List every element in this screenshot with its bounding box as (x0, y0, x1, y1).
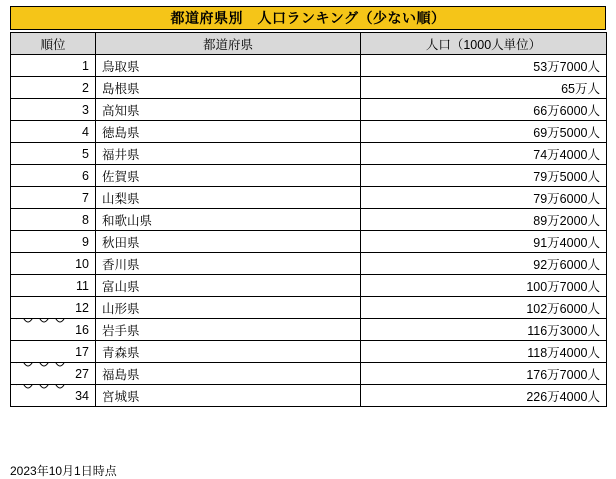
cell-rank: 4 (11, 121, 96, 143)
cell-prefecture: 佐賀県 (96, 165, 361, 187)
omitted-rows-squiggle-icon (15, 363, 71, 371)
cell-prefecture: 福島県 (96, 363, 361, 385)
cell-prefecture: 福井県 (96, 143, 361, 165)
table-row (11, 253, 607, 275)
cell-rank: 8 (11, 209, 96, 231)
cell-rank: 6 (11, 165, 96, 187)
table-row (11, 319, 607, 341)
omitted-rows-squiggle-icon (15, 385, 71, 393)
cell-rank: 5 (11, 143, 96, 165)
column-header-population: 人口（1000人単位） (361, 33, 607, 55)
cell-population: 79万5000人 (361, 165, 607, 187)
cell-prefecture: 島根県 (96, 77, 361, 99)
footnote: 2023年10月1日時点 (10, 464, 117, 478)
table-row (11, 55, 607, 77)
table-row (11, 165, 607, 187)
cell-prefecture: 秋田県 (96, 231, 361, 253)
cell-population: 69万5000人 (361, 121, 607, 143)
cell-prefecture: 山形県 (96, 297, 361, 319)
cell-population: 226万4000人 (361, 385, 607, 407)
table-row (11, 297, 607, 319)
table-row (11, 77, 607, 99)
cell-rank: 1 (11, 55, 96, 77)
table-row (11, 121, 607, 143)
cell-population: 176万7000人 (361, 363, 607, 385)
cell-rank: 16 (11, 319, 96, 341)
population-ranking-table (10, 32, 607, 407)
cell-rank: 9 (11, 231, 96, 253)
column-header-prefecture: 都道府県 (96, 33, 361, 55)
page-title: 都道府県別 人口ランキング（少ない順） (170, 10, 446, 26)
cell-population: 118万4000人 (361, 341, 607, 363)
table-row (11, 341, 607, 363)
cell-population: 74万4000人 (361, 143, 607, 165)
column-header-rank: 順位 (11, 33, 96, 55)
table-row (11, 99, 607, 121)
table-row (11, 143, 607, 165)
cell-rank: 27 (11, 363, 96, 385)
cell-prefecture: 富山県 (96, 275, 361, 297)
cell-population: 116万3000人 (361, 319, 607, 341)
table-row (11, 231, 607, 253)
table-row (11, 385, 607, 407)
cell-prefecture: 山梨県 (96, 187, 361, 209)
cell-rank: 3 (11, 99, 96, 121)
cell-population: 66万6000人 (361, 99, 607, 121)
cell-rank: 2 (11, 77, 96, 99)
cell-population: 79万6000人 (361, 187, 607, 209)
cell-prefecture: 宮城県 (96, 385, 361, 407)
cell-prefecture: 鳥取県 (96, 55, 361, 77)
cell-rank: 17 (11, 341, 96, 363)
cell-population: 65万人 (361, 77, 607, 99)
table-title-bar (10, 6, 606, 30)
cell-rank: 10 (11, 253, 96, 275)
cell-population: 102万6000人 (361, 297, 607, 319)
cell-population: 89万2000人 (361, 209, 607, 231)
cell-prefecture: 和歌山県 (96, 209, 361, 231)
cell-rank: 11 (11, 275, 96, 297)
cell-rank: 12 (11, 297, 96, 319)
cell-rank: 7 (11, 187, 96, 209)
cell-prefecture: 香川県 (96, 253, 361, 275)
cell-population: 91万4000人 (361, 231, 607, 253)
table-row (11, 363, 607, 385)
table-row (11, 275, 607, 297)
cell-prefecture: 徳島県 (96, 121, 361, 143)
table-header-row (11, 33, 607, 55)
cell-prefecture: 岩手県 (96, 319, 361, 341)
omitted-rows-squiggle-icon (15, 319, 71, 327)
table-row (11, 209, 607, 231)
cell-prefecture: 青森県 (96, 341, 361, 363)
table-row (11, 187, 607, 209)
cell-population: 100万7000人 (361, 275, 607, 297)
cell-prefecture: 高知県 (96, 99, 361, 121)
cell-population: 92万6000人 (361, 253, 607, 275)
cell-rank: 34 (11, 385, 96, 407)
cell-population: 53万7000人 (361, 55, 607, 77)
